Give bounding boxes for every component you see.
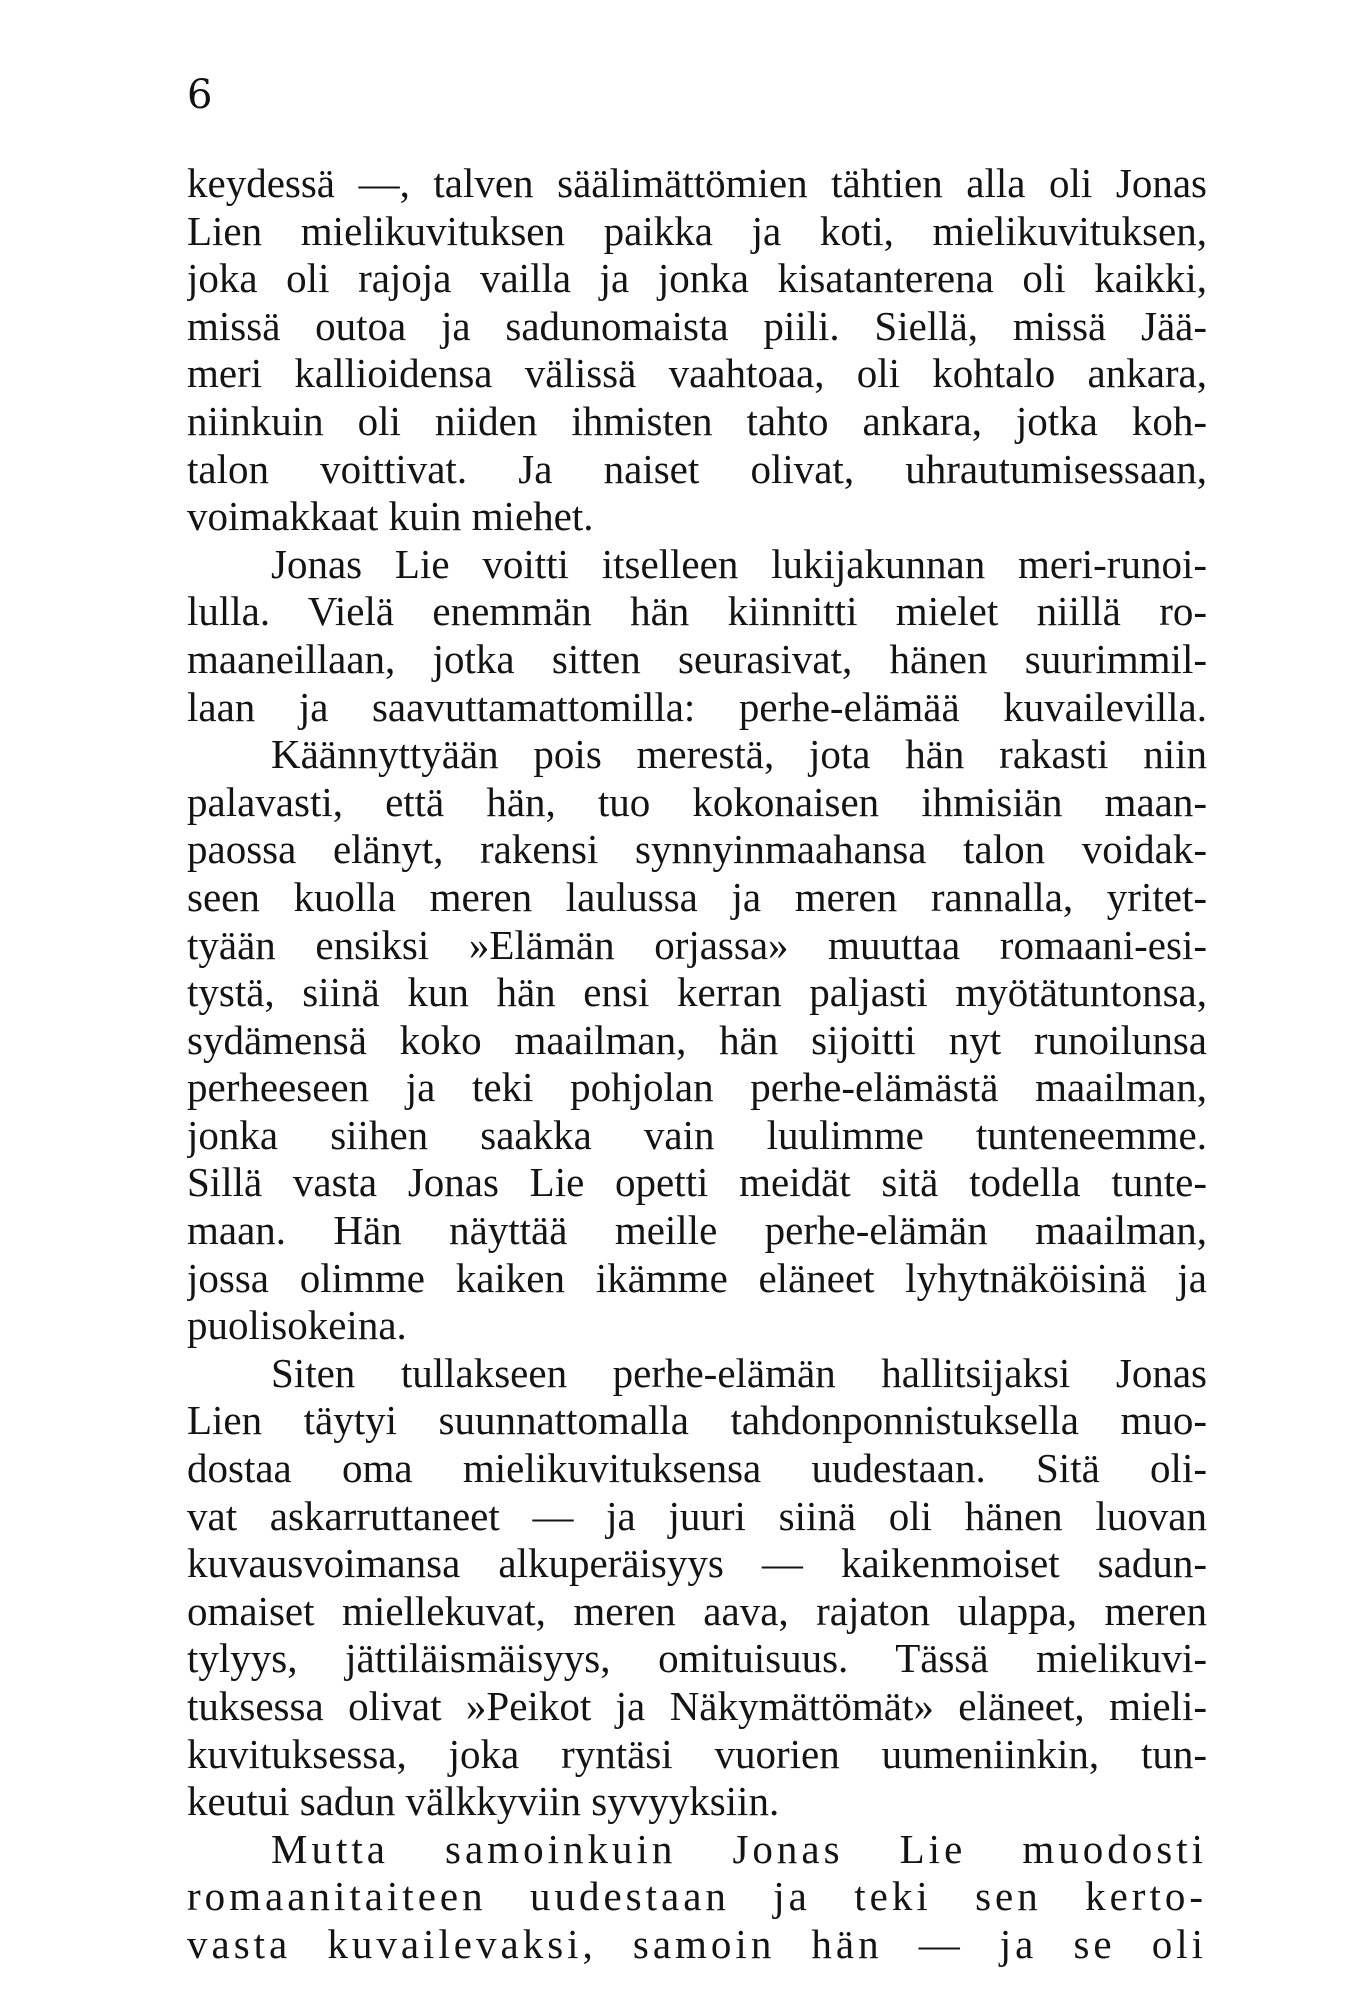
text-line: talon voittivat. Ja naiset olivat, uhrautumisessaan,	[187, 445, 1207, 492]
text-line: paossa elänyt, rakensi synnyinmaahansa talon voidak-	[187, 826, 1207, 873]
text-line: meri kallioidensa välissä vaahtoaa, oli kohtalo ankara,	[187, 350, 1207, 397]
text-line: maaneillaan, jotka sitten seurasivat, hänen suurimmil-	[187, 635, 1207, 682]
text-line: voimakkaat kuin miehet.	[187, 493, 594, 540]
text-line: tystä, siinä kun hän ensi kerran paljasti myötätuntonsa,	[187, 969, 1207, 1016]
text-line: vasta kuvailevaksi, samoin hän — ja se oli	[187, 1920, 1207, 1967]
text-line: sydämensä koko maailman, hän sijoitti nyt runoilunsa	[187, 1016, 1207, 1063]
text-line: lulla. Vielä enemmän hän kiinnitti mielet niillä ro-	[187, 588, 1207, 635]
text-line: Käännyttyään pois merestä, jota hän rakasti niin	[271, 731, 1207, 778]
text-line: keutui sadun välkkyviin syvyyksiin.	[187, 1778, 780, 1825]
text-line: jonka siihen saakka vain luulimme tunteneemme.	[187, 1111, 1207, 1158]
text-line: kuvausvoimansa alkuperäisyys — kaikenmoiset sadun-	[187, 1540, 1207, 1587]
text-line: perheeseen ja teki pohjolan perhe-elämästä maailman,	[187, 1064, 1207, 1111]
text-line: maan. Hän näyttää meille perhe-elämän maailman,	[187, 1207, 1207, 1254]
text-line: seen kuolla meren laulussa ja meren rannalla, yritet-	[187, 873, 1207, 920]
text-line: jossa olimme kaiken ikämme eläneet lyhytnäköisinä ja	[187, 1254, 1207, 1301]
page-number: 6	[187, 72, 213, 118]
text-line: missä outoa ja sadunomaista piili. Siellä, missä Jää-	[187, 302, 1207, 349]
text-line: Lien mielikuvituksen paikka ja koti, mielikuvituksen,	[187, 207, 1207, 254]
text-line: palavasti, että hän, tuo kokonaisen ihmisiän maan-	[187, 778, 1207, 825]
text-line: laan ja saavuttamattomilla: perhe-elämää kuvailevilla.	[187, 683, 1207, 730]
text-line: Mutta samoinkuin Jonas Lie muodosti	[271, 1825, 1207, 1872]
text-line: Sillä vasta Jonas Lie opetti meidät sitä todella tunte-	[187, 1159, 1207, 1206]
text-line: vat askarruttaneet — ja juuri siinä oli hänen luovan	[187, 1492, 1207, 1539]
text-line: joka oli rajoja vailla ja jonka kisatanterena oli kaikki,	[187, 255, 1207, 302]
text-line: omaiset miellekuvat, meren aava, rajaton ulappa, meren	[187, 1587, 1207, 1634]
text-line: dostaa oma mielikuvituksensa uudestaan. Sitä oli-	[187, 1445, 1207, 1492]
body-text	[187, 160, 1207, 1969]
text-line: keydessä —, talven säälimättömien tähtien alla oli Jonas	[187, 160, 1207, 206]
text-line: tuksessa olivat »Peikot ja Näkymättömät» eläneet, mieli-	[187, 1683, 1207, 1729]
text-line: Lien täytyi suunnattomalla tahdonponnistuksella muo-	[187, 1397, 1207, 1444]
text-line: kuvituksessa, joka ryntäsi vuorien uumeniinkin, tun-	[187, 1730, 1207, 1777]
text-line: tylyys, jättiläismäisyys, omituisuus. Tässä mielikuvi-	[187, 1635, 1207, 1682]
text-line: Siten tullakseen perhe-elämän hallitsijaksi Jonas	[271, 1349, 1207, 1396]
text-line: Jonas Lie voitti itselleen lukijakunnan meri-runoi-	[271, 540, 1207, 587]
text-line: tyään ensiksi »Elämän orjassa» muuttaa romaani-esi-	[187, 921, 1207, 968]
text-line: puolisokeina.	[187, 1302, 407, 1349]
text-line: niinkuin oli niiden ihmisten tahto ankara, jotka koh-	[187, 397, 1207, 444]
text-line: romaanitaiteen uudestaan ja teki sen kerto-	[187, 1873, 1207, 1920]
